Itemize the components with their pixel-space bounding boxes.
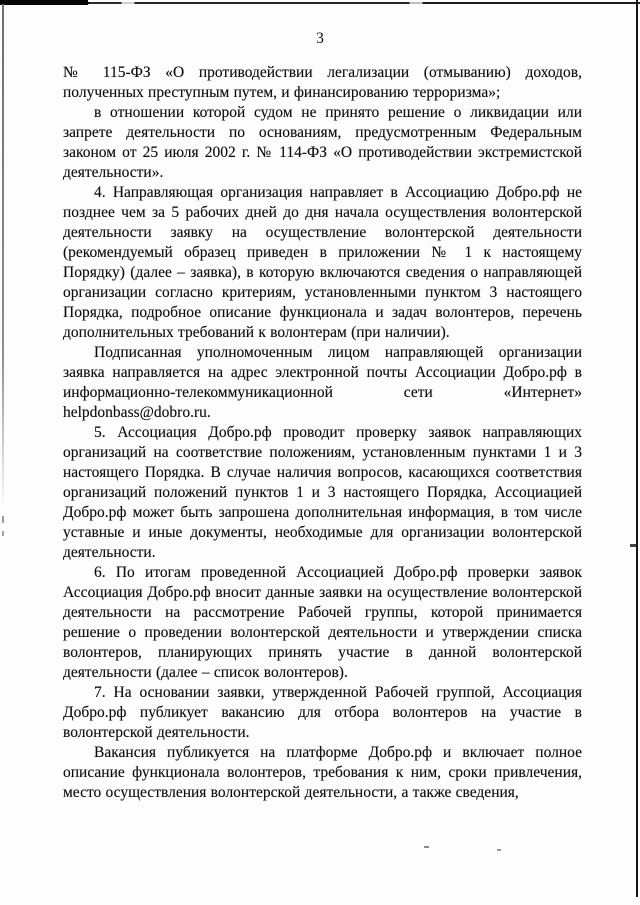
scan-artifact-right-blip [630,544,636,547]
scan-artifact-left-border [2,4,4,509]
scan-speck [497,849,501,851]
paragraph-item-7: 7. На основании заявки, утвержденной Рабочей группой, Ассоциация Добро.рф публикует вакансию для отбора волонтеров на участие в волонтерской деятельности. [63,684,582,741]
scan-artifact-right-border [636,0,638,897]
scan-artifact-left-dash [2,516,4,523]
paragraph-item-5: 5. Ассоциация Добро.рф проводит проверку заявок направляющих организаций на соответствие положениям, установленным пунктами 1 и 3 настоящего Порядка. В случае наличия вопросов, касающихся соответствия организаций положений пунктов 1 и 3 настоящего Порядка, Ассоциацией Добро.рф может быть запрошена дополнительная информация, в том числе уставные и иные документы, необходимые для организации волонтерской деятельности. [63,424,582,561]
paragraph-continuation-law-115fz: № 115-ФЗ «О противодействии легализации (отмыванию) доходов, полученных преступным путем, и финансированию терроризма»; [63,64,582,101]
scan-artifact-top-left-corner [0,0,88,5]
paragraph-signed-application-email: Подписанная уполномоченным лицом направляющей организации заявка направляется на адрес электронной почты Ассоциации Добро.рф в информационно-телекоммуникационной сети «Интернет» helpdonbass@dobro.ru. [63,344,582,421]
document-body [63,63,582,803]
paragraph-vacancy-publication: Вакансия публикуется на платформе Добро.рф и включает полное описание функционала волонтеров, требования к ним, сроки привлечения, место осуществления волонтерской деятельности, а также сведения, [63,744,582,801]
scan-artifact-left-dash [2,531,4,536]
scan-speck [424,846,429,848]
page-number: 3 [316,30,324,47]
paragraph-liquidation-clause: в отношении которой судом не принято решение о ликвидации или запрете деятельности по основаниям, предусмотренным Федеральным законом от 25 июля 2002 г. № 114-ФЗ «О противодействии экстремистской деятельности». [63,104,582,181]
paragraph-item-6: 6. По итогам проведенной Ассоциацией Добро.рф проверки заявок Ассоциация Добро.рф вносит данные заявки на осуществление волонтерской деятельности на рассмотрение Рабочей группы, которой принимается решение о проведении волонтерской деятельности и утверждении списка волонтеров, планирующих принять участие в данной волонтерской деятельности (далее – список волонтеров). [63,564,582,681]
scan-artifact-top-edge [0,2,640,4]
paragraph-item-4: 4. Направляющая организация направляет в Ассоциацию Добро.рф не позднее чем за 5 рабочих дней до дня начала осуществления волонтерской деятельности заявку на осуществление волонтерской деятельности (рекомендуемый образец приведен в приложении № 1 к настоящему Порядку) (далее – заявка), в которую включаются сведения о направляющей организации согласно критериям, установленными пунктом 3 настоящего Порядка, подробное описание функционала и задач волонтеров, перечень дополнительных требований к волонтерам (при наличии). [63,184,582,341]
